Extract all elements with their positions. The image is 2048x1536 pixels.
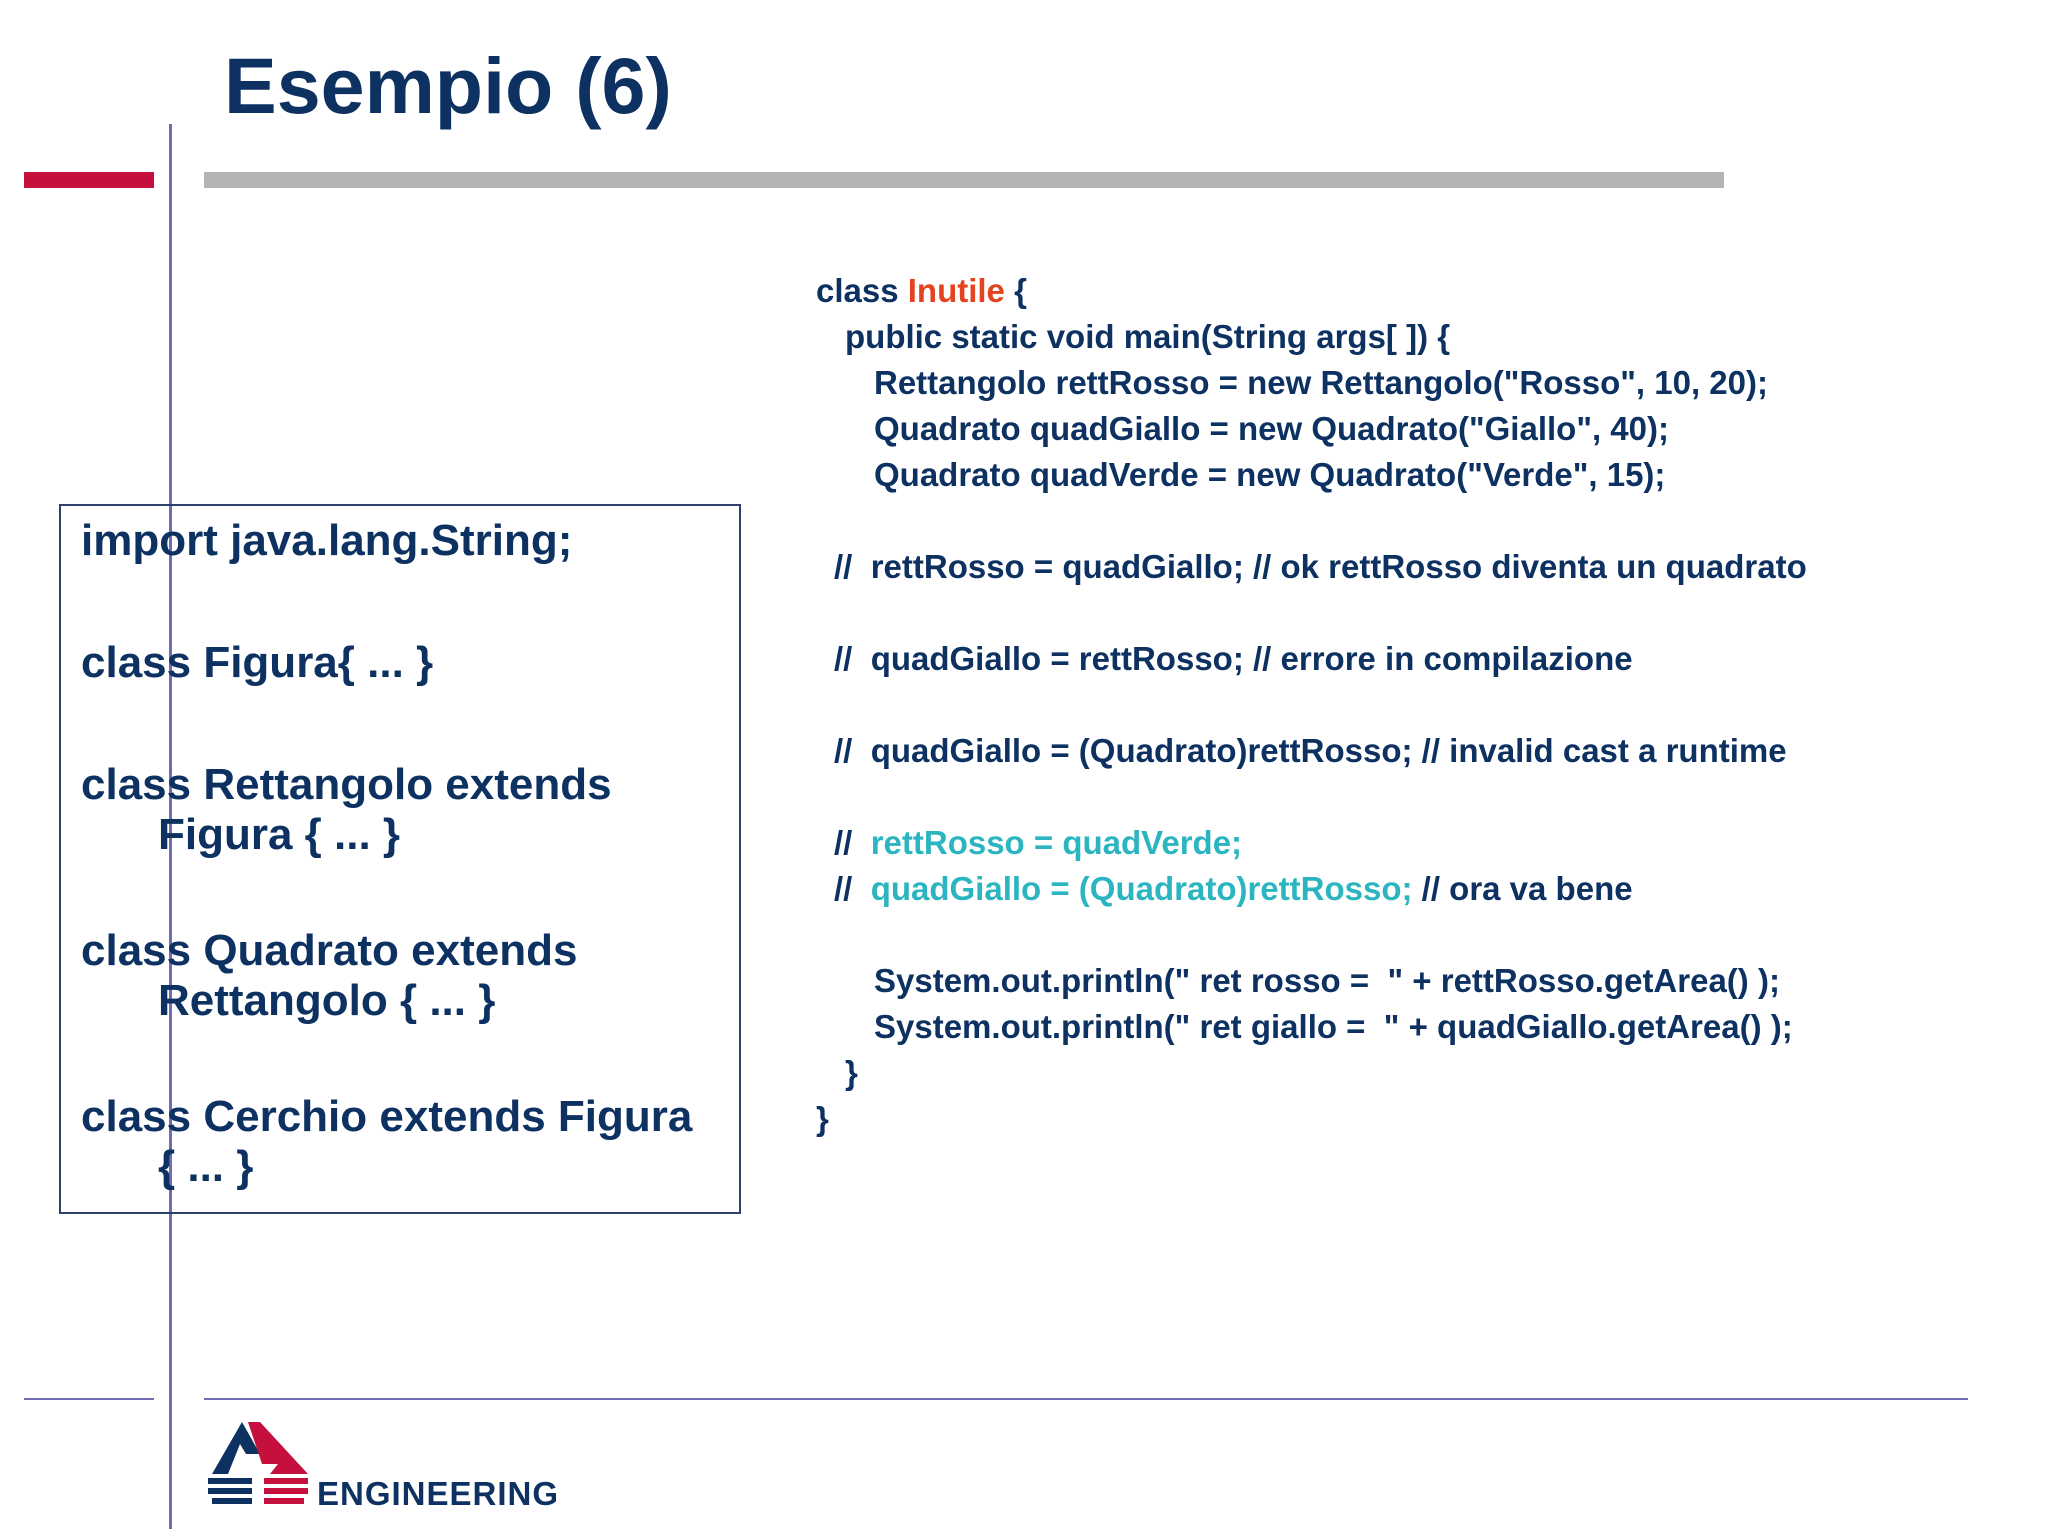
code-line-quad-giallo: Quadrato quadGiallo = new Quadrato("Giallo", 40); — [874, 410, 1669, 447]
code-comment-5 — [816, 866, 1996, 912]
class-cerchio-line1: class Cerchio extends Figura — [81, 1092, 693, 1141]
comment-prefix: // — [834, 640, 853, 677]
code-close-main: } — [845, 1054, 858, 1091]
code-comment-3 — [816, 728, 1996, 774]
comment-text-highlight: quadGiallo = (Quadrato)rettRosso; — [870, 870, 1413, 907]
comment-text: rettRosso = quadGiallo; // ok rettRosso diventa un quadrato — [870, 548, 1807, 585]
code-class-open-brace: { — [1004, 272, 1027, 309]
comment-text-highlight: rettRosso = quadVerde; — [870, 824, 1243, 861]
import-line: import java.lang.String; — [81, 516, 573, 565]
comment-text: quadGiallo = rettRosso; // errore in compilazione — [870, 640, 1633, 677]
code-comment-2 — [816, 636, 1996, 682]
class-rettangolo-line2: Figura { ... } — [158, 810, 401, 859]
code-class-declaration — [816, 268, 1996, 314]
code-comment-1 — [816, 544, 1996, 590]
class-hierarchy-box — [59, 504, 741, 1214]
engineering-logo-text: ENGINEERING — [317, 1475, 560, 1512]
code-line-rettangolo: Rettangolo rettRosso = new Rettangolo("Rosso", 10, 20); — [874, 364, 1768, 401]
comment-prefix: // — [834, 824, 853, 861]
code-class-name: Inutile — [907, 272, 1005, 309]
class-quadrato-line2: Rettangolo { ... } — [158, 976, 496, 1025]
code-block — [816, 268, 1996, 1142]
footer-line-left — [24, 1398, 154, 1400]
code-close-class: } — [816, 1100, 829, 1137]
footer-line-right — [204, 1398, 1968, 1400]
comment-prefix: // — [834, 870, 853, 907]
comment-prefix: // — [834, 548, 853, 585]
title-underline-gray-bar — [204, 172, 1724, 188]
code-class-keyword: class — [816, 272, 908, 309]
class-cerchio-line2: { ... } — [158, 1142, 254, 1191]
comment-text: // ora va bene — [1412, 870, 1633, 907]
code-line-quad-verde: Quadrato quadVerde = new Quadrato("Verde", 15); — [874, 456, 1666, 493]
engineering-logo-icon — [206, 1418, 312, 1506]
code-comment-4 — [816, 820, 1996, 866]
class-quadrato-line1: class Quadrato extends — [81, 926, 578, 975]
class-rettangolo-line1: class Rettangolo extends — [81, 760, 612, 809]
title-accent-red-bar — [24, 172, 154, 188]
code-print-rosso: System.out.println(" ret rosso = " + rettRosso.getArea() ); — [874, 962, 1780, 999]
code-main-signature: public static void main(String args[ ]) { — [845, 318, 1451, 355]
class-figura: class Figura{ ... } — [81, 638, 434, 687]
slide-title: Esempio (6) — [224, 41, 672, 130]
comment-text: quadGiallo = (Quadrato)rettRosso; // invalid cast a runtime — [870, 732, 1787, 769]
code-print-giallo: System.out.println(" ret giallo = " + quadGiallo.getArea() ); — [874, 1008, 1793, 1045]
comment-prefix: // — [834, 732, 853, 769]
